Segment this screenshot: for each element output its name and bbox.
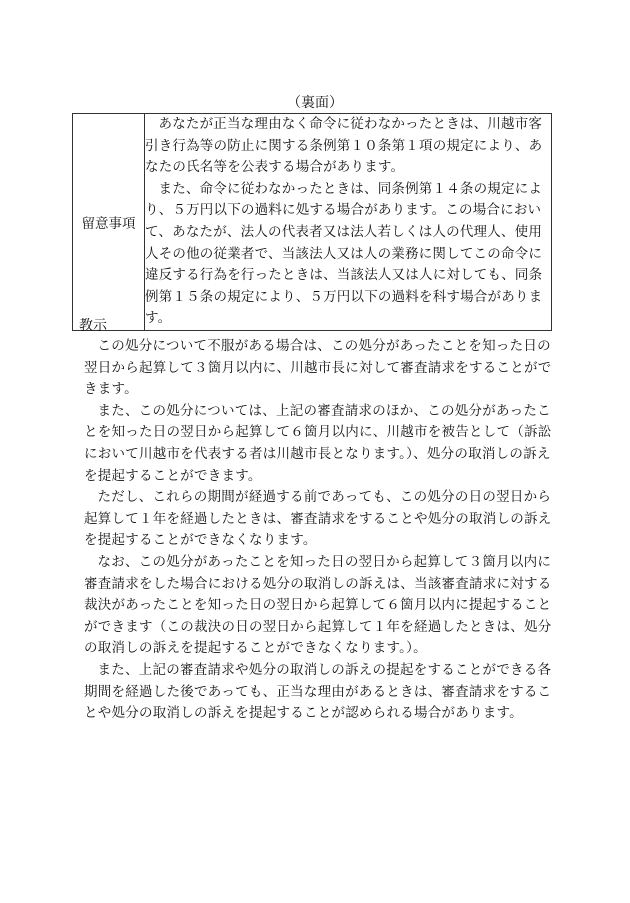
kyoji-title: 教示 [79,318,107,334]
kyoji-paragraph-1: この処分について不服がある場合は、この処分があったことを知った日の翌日から起算して３箇月以内に、川越市長に対して審査請求をすることができます。 [84,338,552,398]
notes-paragraph-2: また、命令に従わなかったときは、同条例第１４条の規定により、５万円以下の過料に処する場合があります。この場合において、あなたが、法人の代表者又は法人若しくは人の代理人、使用人その他の従業者で、当該法人又は人の業務に関してこの命令に違反する行為を行ったときは、当該法人又は人に対しても、同条例第１５条の規定により、５万円以下の過料を科す場合があります。 [145,180,543,327]
kyoji-paragraph-4: なお、この処分があったことを知った日の翌日から起算して３箇月以内に審査請求をした場合における処分の取消しの訴えは、当該審査請求に対する裁決があったことを知った日の翌日から起算して６箇月以内に提起することができます（この裁決の日の翌日から起算して１年を経過したときは、処分の取消しの訴えを提起することができなくなります。）。 [84,553,552,657]
kyoji-paragraph-3: ただし、これらの期間が経過する前であっても、この処分の日の翌日から起算して１年を経過したときは、審査請求をすることや処分の取消しの訴えを提起することができなくなります。 [84,489,552,549]
notes-table [72,113,552,331]
page-heading: （裏面） [287,95,343,111]
notes-body [145,114,552,331]
kyoji-body [84,336,554,725]
kyoji-paragraph-2: また、この処分については、上記の審査請求のほか、この処分があったことを知った日の翌日から起算して６箇月以内に、川越市を被告として（訴訟において川越市を代表する者は川越市長となります。）、処分の取消しの訴えを提起することができます。 [84,402,552,484]
kyoji-paragraph-5: また、上記の審査請求や処分の取消しの訴えの提起をすることができる各期間を経過した後であっても、正当な理由があるときは、審査請求をすることや処分の取消しの訴えを提起することが認められる場合があります。 [84,661,552,722]
notes-label: 留意事項 [73,114,145,331]
notes-paragraph-1: あなたが正当な理由なく命令に従わなかったときは、川越市客引き行為等の防止に関する条例第１０条第１項の規定により、あなたの氏名等を公表する場合があります。 [145,116,543,176]
